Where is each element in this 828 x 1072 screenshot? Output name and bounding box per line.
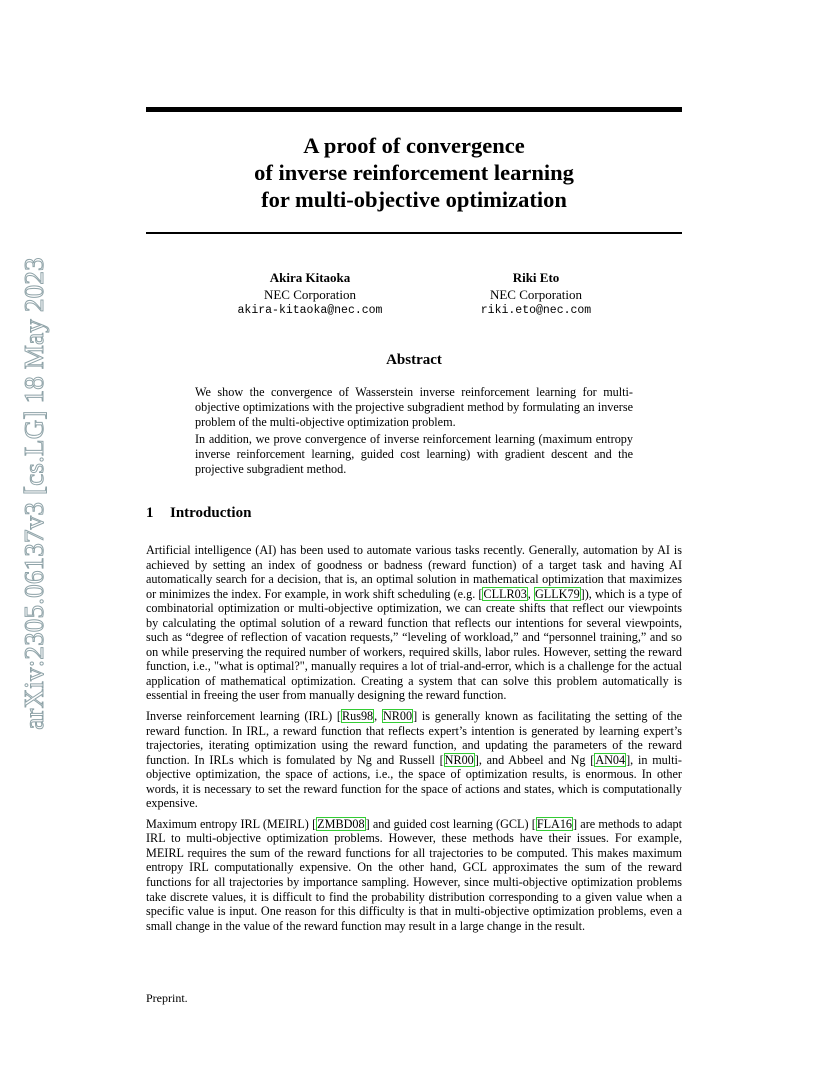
footer-preprint-note: Preprint. xyxy=(146,991,188,1005)
paper-title xyxy=(146,132,682,213)
author-affiliation: NEC Corporation xyxy=(263,286,357,302)
section-title: Introduction xyxy=(170,505,252,521)
intro-paragraph-3 xyxy=(146,817,682,933)
intro-paragraph-2 xyxy=(146,709,682,811)
text-run: Maximum entropy IRL (MEIRL) [ xyxy=(146,816,317,831)
citation-link[interactable]: NR00 xyxy=(444,752,474,767)
citation-link[interactable]: CLLR03 xyxy=(483,586,527,601)
section-heading-introduction xyxy=(146,505,251,522)
text-run: ] are methods to adapt IRL to multi-objective optimization problems. However, these methods have their issues. For example, MEIRL requires the sum of the reward functions for all trajectories to be computed. This makes maximum entropy IRL computationally expensive. On the other hand, GCL approximates the sum of the reward functions for all trajectories by importance sampling. However, since multi-objective optimization problems take discrete values, it is difficult to find the probability distribution corresponding to a given value when a specific value is input. One reason for this difficulty is that in multi-objective optimization problems, even a small change in the value of the reward function may result in a large change in the result. xyxy=(146,816,683,933)
citation-link[interactable]: Rus98 xyxy=(342,709,374,724)
arxiv-identifier-stamp xyxy=(20,248,48,738)
text-run: , xyxy=(527,586,534,601)
section-number: 1 xyxy=(146,505,154,521)
title-top-rule xyxy=(146,107,682,112)
abstract-paragraph-1: We show the convergence of Wasserstein inverse reinforcement learning for multi-objective optimizations with the projective subgradient method by formulating an inverse problem of the multi-objective optimization problem. xyxy=(195,385,633,429)
author-email[interactable]: riki.eto@nec.com xyxy=(480,304,592,317)
title-line-2: of inverse reinforcement learning xyxy=(254,160,574,185)
text-run: ]), which is a type of combinatorial optimization or multi-objective optimization, we can create shifts that reflect our viewpoints by calculating the optimal solution of a reward function that reflects our intentions for several viewpoints, such as “degree of reflection of vacation requests,” “leveling of workload,” and “personnel training,” and so on while preserving the required number of workers, required skills, labor rules. However, setting the reward function, i.e., "what is optimal?", manually requires a lot of trial-and-error, which is a challenge for the actual application of mathematical optimization. Creating a system that can solve this problem automatically is essential in freeing the user from manually designing the reward function. xyxy=(146,586,682,703)
citation-link[interactable]: FLA16 xyxy=(536,816,573,831)
text-run: ], and Abbeel and Ng [ xyxy=(474,752,595,767)
text-run: ] and guided cost learning (GCL) [ xyxy=(365,816,536,831)
arxiv-stamp-text: arXiv:2305.06137v3 [cs.LG] 18 May 2023 xyxy=(18,256,49,730)
citation-link[interactable]: AN04 xyxy=(595,752,626,767)
citation-link[interactable]: GLLK79 xyxy=(534,586,580,601)
title-bottom-rule xyxy=(146,232,682,234)
author-block-1 xyxy=(220,270,400,320)
text-run: Artificial intelligence (AI) has been used to automate various tasks recently. Generally, automation by AI is achieved by setting an index of goodness or badness (reward function) of a target task and having AI automatically search for a decision, that is, an optimal solution in mathematical optimization that maximizes or minimizes the index. For example, in work shift scheduling (e.g. [ xyxy=(146,543,682,601)
text-run: , xyxy=(374,709,382,724)
author-affiliation: NEC Corporation xyxy=(489,286,583,302)
abstract-body xyxy=(195,385,633,480)
text-run: ], in multi-objective optimization, the space of actions, i.e., the space of optimization results, is enormous. In other words, it is necessary to set the reward function for the space of actions and states, which is computationally expensive. xyxy=(146,752,682,811)
author-block-2 xyxy=(446,270,626,320)
author-email[interactable]: akira-kitaoka@nec.com xyxy=(237,304,383,317)
abstract-paragraph-2: In addition, we prove convergence of inverse reinforcement learning (maximum entropy inverse reinforcement learning, guided cost learning) with gradient descent and the projective subgradient method. xyxy=(195,432,633,476)
abstract-heading: Abstract xyxy=(386,352,442,368)
author-name: Akira Kitaoka xyxy=(269,270,351,285)
introduction-body xyxy=(146,543,682,939)
intro-paragraph-1 xyxy=(146,543,682,703)
citation-link[interactable]: ZMBD08 xyxy=(317,816,365,831)
title-line-1: A proof of convergence xyxy=(303,133,525,158)
title-line-3: for multi-objective optimization xyxy=(261,187,567,212)
author-name: Riki Eto xyxy=(512,270,560,285)
text-run: Inverse reinforcement learning (IRL) [ xyxy=(146,709,341,724)
text-run: ] is generally known as facilitating the setting of the reward function. In IRL, a reward function that reflects expert’s intention is generated by learning expert’s trajectories, iterating optimization using the reward function, and updating the parameters of the reward function. In IRLs which is fomulated by Ng and Russell [ xyxy=(146,709,683,767)
citation-link[interactable]: NR00 xyxy=(382,709,413,724)
